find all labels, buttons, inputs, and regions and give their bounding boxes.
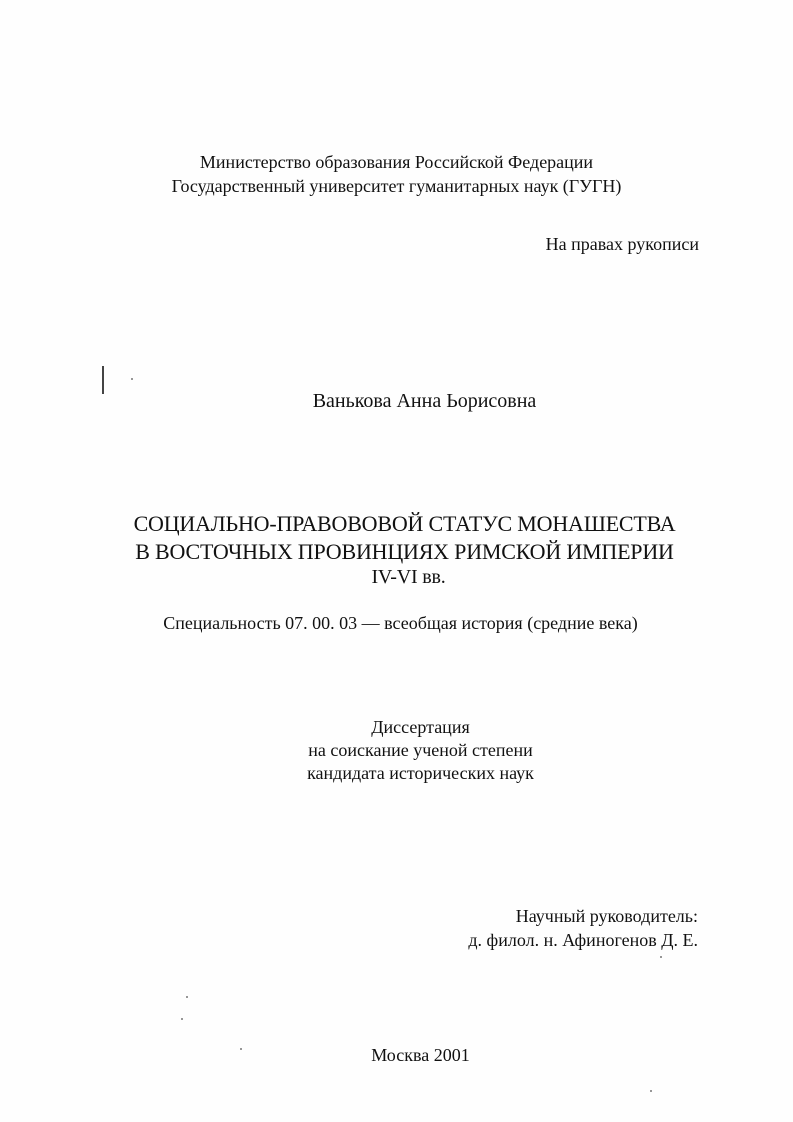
rights-note: На правах рукописи bbox=[545, 234, 699, 254]
dissertation-line-1: Диссертация bbox=[371, 717, 470, 737]
scan-speck bbox=[660, 956, 662, 958]
scan-speck bbox=[650, 1090, 652, 1092]
specialty-line: Специальность 07. 00. 03 — всеобщая история (средние века) bbox=[163, 613, 638, 633]
scan-speck bbox=[131, 378, 133, 380]
title-line-2: В ВОСТОЧНЫХ ПРОВИНЦИЯХ РИМСКОЙ ИМПЕРИИ bbox=[135, 539, 674, 564]
ministry-line: Министерство образования Российской Федерации bbox=[199, 152, 594, 172]
university-line: Государственный университет гуманитарных наук (ГУГН) bbox=[171, 176, 622, 196]
city-year: Москва 2001 bbox=[371, 1045, 470, 1065]
supervisor-name: д. филол. н. Афиногенов Д. Е. bbox=[468, 930, 698, 950]
dissertation-line-3: кандидата исторических наук bbox=[307, 763, 534, 783]
title-line-1: СОЦИАЛЬНО-ПРАВОВОВОЙ СТАТУС МОНАШЕСТВА bbox=[133, 511, 676, 536]
scan-speck bbox=[186, 996, 188, 998]
scan-artifact-bar bbox=[102, 366, 104, 394]
supervisor-label: Научный руководитель: bbox=[515, 906, 698, 926]
dissertation-line-2: на соискание ученой степени bbox=[308, 740, 533, 760]
author-name: Ванькова Анна Ьорисовна bbox=[312, 390, 537, 412]
scan-speck bbox=[181, 1018, 183, 1020]
title-line-3: IV-VI вв. bbox=[371, 566, 446, 588]
scan-speck bbox=[240, 1048, 242, 1050]
